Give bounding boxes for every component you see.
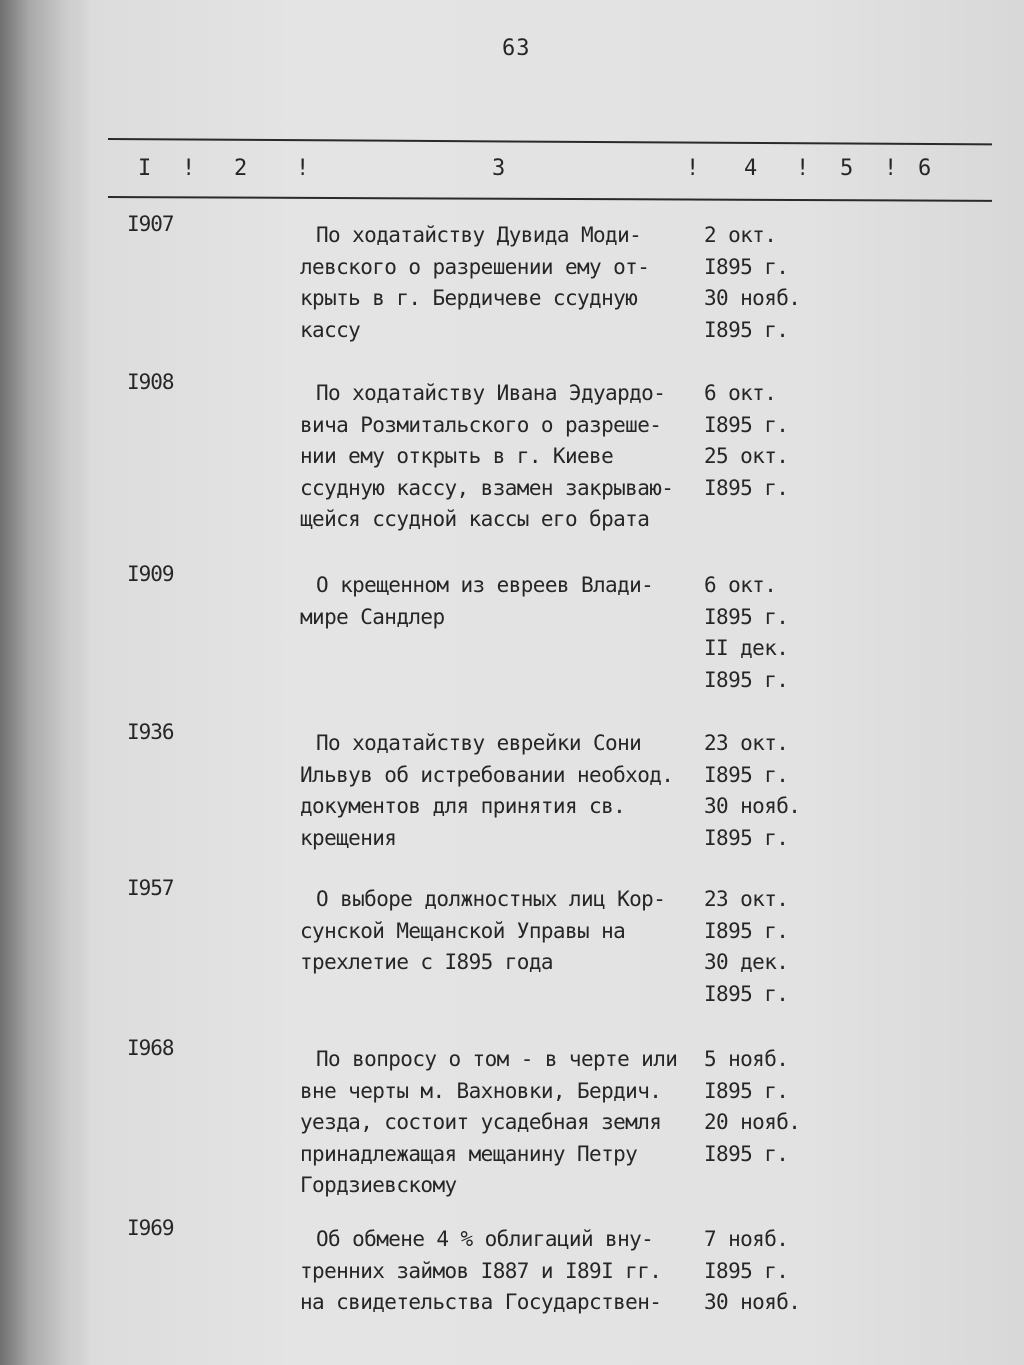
header-separator: ! [796, 156, 810, 181]
entry-dates [704, 1224, 800, 1319]
description-line: щейся ссудной кассы его брата [300, 507, 650, 531]
description-line: левского о разрешении ему от- [300, 254, 650, 279]
end-date-year: I895 г. [704, 981, 789, 1006]
header-col-2: 2 [234, 156, 248, 181]
description-line: ссудную кассу, взамен закрываю- [300, 475, 674, 500]
header-col-1: I [138, 156, 152, 181]
entry-dates [704, 884, 788, 1010]
description-line: По вопросу о том - в черте или [316, 1047, 678, 1071]
entry-number: I936 [127, 720, 174, 744]
entry-description [300, 570, 720, 633]
entry-number: I907 [127, 212, 174, 236]
description-line: крещения [300, 825, 397, 850]
entry-description [300, 220, 720, 346]
table-header-bottom-rule [108, 196, 992, 202]
entry-number: I957 [127, 876, 174, 900]
entry-dates [704, 728, 800, 854]
description-line: документов для принятия св. [300, 794, 626, 818]
end-date-day: 30 нояб. [704, 1290, 801, 1314]
header-separator: ! [686, 156, 700, 181]
end-date-year: I895 г. [704, 317, 789, 342]
description-line: Гордзиевскому [300, 1173, 457, 1197]
page-spine-shadow [0, 0, 92, 1365]
description-line: крыть в г. Бердичеве ссудную [300, 286, 638, 310]
end-date-day: 30 дек. [704, 950, 789, 974]
start-date-day: 5 нояб. [704, 1047, 789, 1071]
description-line: кассу [300, 317, 361, 342]
header-col-3: 3 [492, 156, 506, 181]
description-line: По ходатайству еврейки Сони [316, 731, 642, 755]
entry-dates [704, 1044, 800, 1170]
description-line: уезда, состоит усадебная земля [300, 1110, 662, 1134]
entry-description [300, 728, 720, 854]
end-date-year: I895 г. [704, 825, 789, 850]
start-date-day: 6 окт. [704, 573, 777, 597]
header-col-4: 4 [744, 156, 758, 181]
entry-description [300, 1224, 720, 1319]
description-line: вича Розмитальского о разреше- [300, 412, 662, 437]
entry-number: I968 [127, 1036, 174, 1060]
description-line: Ильвув об истребовании необход. [300, 762, 674, 787]
end-date-day: II дек. [704, 636, 789, 660]
entry-number: I908 [127, 370, 174, 394]
entry-dates [704, 220, 800, 346]
description-line: трехлетие с I895 года [300, 950, 553, 974]
description-line: на свидетельства Государствен- [300, 1290, 662, 1314]
header-separator: ! [884, 156, 898, 181]
end-date-year: I895 г. [704, 1141, 789, 1166]
start-date-day: 23 окт. [704, 887, 789, 911]
description-line: О выборе должностных лиц Кор- [316, 887, 666, 911]
start-date-year: I895 г. [704, 412, 789, 437]
description-line: принадлежащая мещанину Петру [300, 1141, 638, 1166]
start-date-day: 2 окт. [704, 223, 777, 247]
entry-description [300, 884, 720, 979]
page-number: 63 [502, 36, 531, 61]
description-line: По ходатайству Дувида Моди- [316, 223, 642, 247]
entry-dates [704, 570, 788, 696]
entry-dates [704, 378, 788, 504]
start-date-year: I895 г. [704, 918, 789, 943]
description-line: О крещенном из евреев Влади- [316, 573, 654, 597]
entry-description [300, 378, 720, 536]
header-col-5: 5 [840, 156, 854, 181]
entry-number: I909 [127, 562, 174, 586]
end-date-year: I895 г. [704, 667, 789, 692]
description-line: Об обмене 4 % облигаций вну- [316, 1227, 654, 1251]
start-date-day: 6 окт. [704, 381, 777, 405]
header-separator: ! [182, 156, 196, 181]
end-date-day: 25 окт. [704, 444, 789, 468]
start-date-day: 23 окт. [704, 731, 789, 755]
description-line: сунской Мещанской Управы на [300, 918, 626, 943]
entry-description [300, 1044, 720, 1202]
description-line: вне черты м. Вахновки, Бердич. [300, 1078, 662, 1103]
description-line: мире Сандлер [300, 604, 445, 629]
header-separator: ! [296, 156, 310, 181]
description-line: нии ему открыть в г. Киеве [300, 444, 614, 468]
start-date-year: I895 г. [704, 604, 789, 629]
entry-number: I969 [127, 1216, 174, 1240]
start-date-year: I895 г. [704, 1258, 789, 1283]
end-date-day: 20 нояб. [704, 1110, 801, 1134]
description-line: По ходатайству Ивана Эдуардо- [316, 381, 666, 405]
start-date-year: I895 г. [704, 254, 789, 279]
end-date-year: I895 г. [704, 475, 789, 500]
end-date-day: 30 нояб. [704, 286, 801, 310]
table-header-top-rule [108, 138, 992, 145]
start-date-day: 7 нояб. [704, 1227, 789, 1251]
description-line: тренних займов I887 и I89I гг. [300, 1258, 662, 1283]
start-date-year: I895 г. [704, 762, 789, 787]
start-date-year: I895 г. [704, 1078, 789, 1103]
header-col-6: 6 [918, 156, 932, 181]
end-date-day: 30 нояб. [704, 794, 801, 818]
